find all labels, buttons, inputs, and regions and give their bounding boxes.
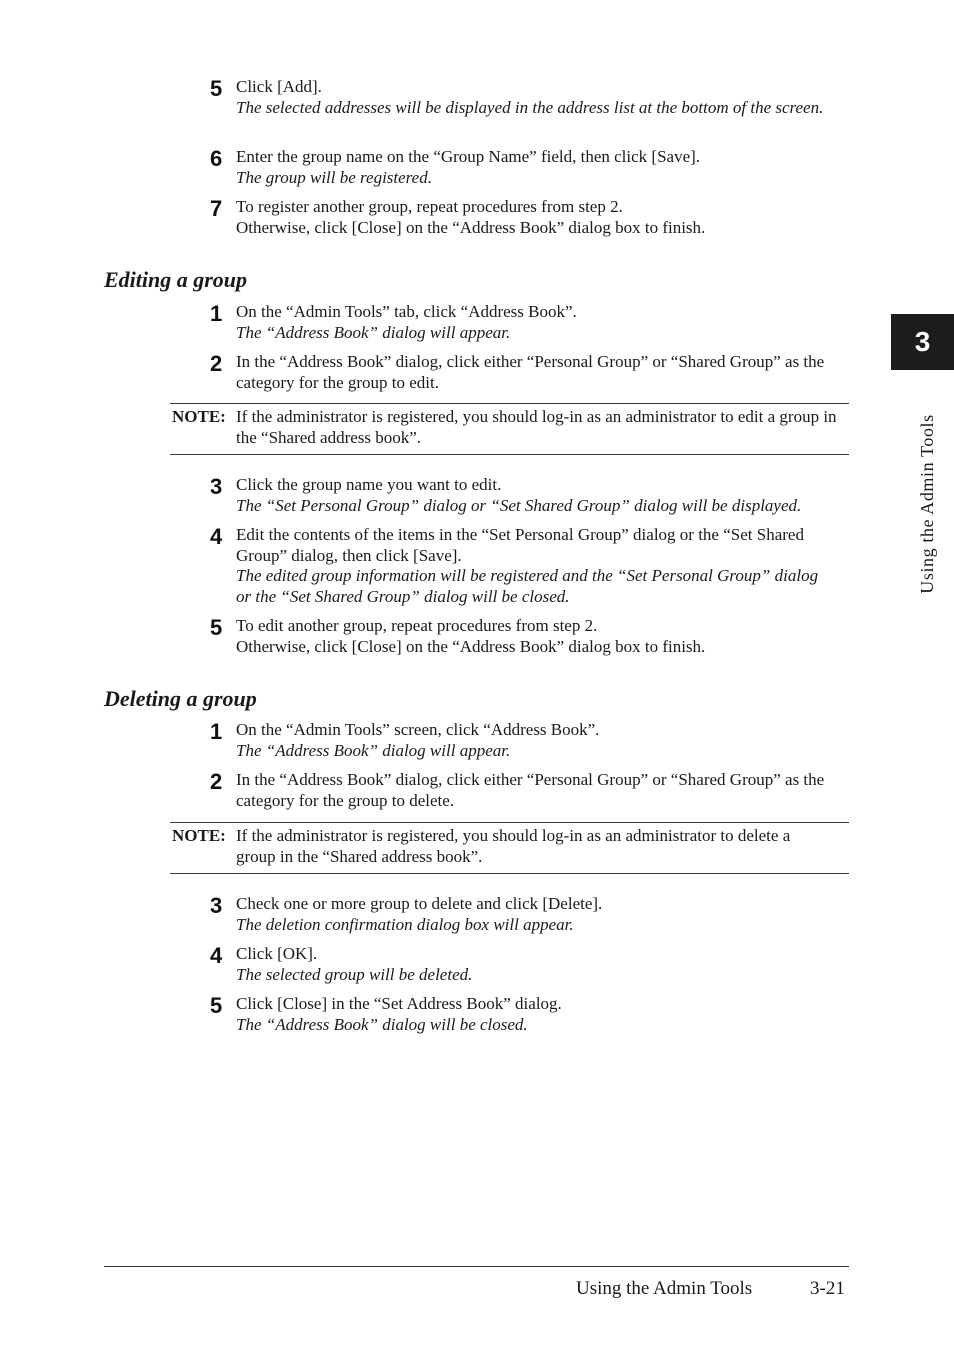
step-number: 5 (210, 993, 223, 1018)
step-instruction: In the “Address Book” dialog, click either “Personal Group” or “Shared Group” as the category for the group to delete. (236, 770, 825, 810)
step-instruction: To register another group, repeat procedures from step 2. (236, 197, 623, 216)
step-number: 3 (210, 474, 223, 499)
side-running-title (917, 388, 937, 620)
note-bottom-rule (170, 454, 849, 455)
step-body (236, 944, 856, 985)
step-number: 3 (210, 893, 223, 918)
step-instruction: On the “Admin Tools” tab, click “Address Book”. (236, 302, 577, 321)
step-body (236, 894, 856, 935)
step-result: The “Address Book” dialog will appear. (236, 322, 511, 342)
step-result: The deletion confirmation dialog box will appear. (236, 914, 574, 934)
step-number: 4 (210, 524, 223, 549)
step-result: The “Address Book” dialog will appear. (236, 740, 511, 760)
step-instruction: Click [OK]. (236, 944, 318, 963)
side-running-title-text: Using the Admin Tools (916, 414, 937, 594)
section-heading-deleting: Deleting a group (104, 686, 257, 711)
step-result: The “Address Book” dialog will be closed. (236, 1014, 528, 1034)
step-number: 2 (210, 351, 223, 376)
step-body (236, 720, 856, 761)
note-bottom-rule (170, 873, 849, 874)
step-number: 6 (210, 146, 223, 171)
chapter-tab: 3 (891, 314, 954, 370)
note-text: If the administrator is registered, you should log-in as an administrator to edit a group in the “Shared address book”. (236, 407, 837, 447)
step-number: 5 (210, 76, 223, 101)
step-body (236, 994, 856, 1035)
step-instruction: In the “Address Book” dialog, click either “Personal Group” or “Shared Group” as the category for the group to edit. (236, 352, 825, 392)
step-result: The selected group will be deleted. (236, 964, 473, 984)
step-number: 7 (210, 196, 223, 221)
page-number: 3-21 (810, 1278, 845, 1299)
step-result: The selected addresses will be displayed in the address list at the bottom of the screen. (236, 97, 824, 117)
step-instruction: Click [Close] in the “Set Address Book” dialog. (236, 994, 562, 1013)
step-body (236, 77, 856, 118)
step-body (236, 475, 876, 516)
step-body (236, 525, 836, 607)
note-label: NOTE: (172, 826, 226, 845)
step-number: 5 (210, 615, 223, 640)
step-instruction: To edit another group, repeat procedures from step 2. (236, 616, 598, 635)
footer-title: Using the Admin Tools (576, 1278, 753, 1299)
step-result: The group will be registered. (236, 167, 432, 187)
step-number: 1 (210, 719, 223, 744)
step-number: 1 (210, 301, 223, 326)
step-instruction: Edit the contents of the items in the “Set Personal Group” dialog or the “Set Shared Group” dialog, then click [Save]. (236, 525, 804, 565)
note-top-rule (170, 403, 849, 404)
step-body (236, 302, 856, 343)
footer-rule (104, 1266, 849, 1267)
step-body (236, 197, 856, 238)
step-instruction: Otherwise, click [Close] on the “Address Book” dialog box to finish. (236, 636, 706, 656)
step-result: The “Set Personal Group” dialog or “Set Shared Group” dialog will be displayed. (236, 495, 802, 515)
section-heading-editing: Editing a group (104, 267, 248, 292)
note-label: NOTE: (172, 407, 226, 426)
step-instruction: Check one or more group to delete and click [Delete]. (236, 894, 603, 913)
step-number: 4 (210, 943, 223, 968)
step-body (236, 352, 856, 393)
step-instruction: Enter the group name on the “Group Name” field, then click [Save]. (236, 147, 701, 166)
step-body (236, 616, 856, 657)
step-instruction: On the “Admin Tools” screen, click “Address Book”. (236, 720, 600, 739)
step-instruction: Click [Add]. (236, 77, 322, 96)
step-number: 2 (210, 769, 223, 794)
step-result: The edited group information will be registered and the “Set Personal Group” dialog or the “Set Shared Group” dialog will be closed. (236, 566, 819, 606)
note-top-rule (170, 822, 849, 823)
note-text: If the administrator is registered, you should log-in as an administrator to delete a group in the “Shared address book”. (236, 826, 791, 866)
step-instruction: Click the group name you want to edit. (236, 475, 502, 494)
step-body (236, 147, 856, 188)
step-body (236, 770, 856, 811)
step-instruction: Otherwise, click [Close] on the “Address Book” dialog box to finish. (236, 217, 706, 237)
